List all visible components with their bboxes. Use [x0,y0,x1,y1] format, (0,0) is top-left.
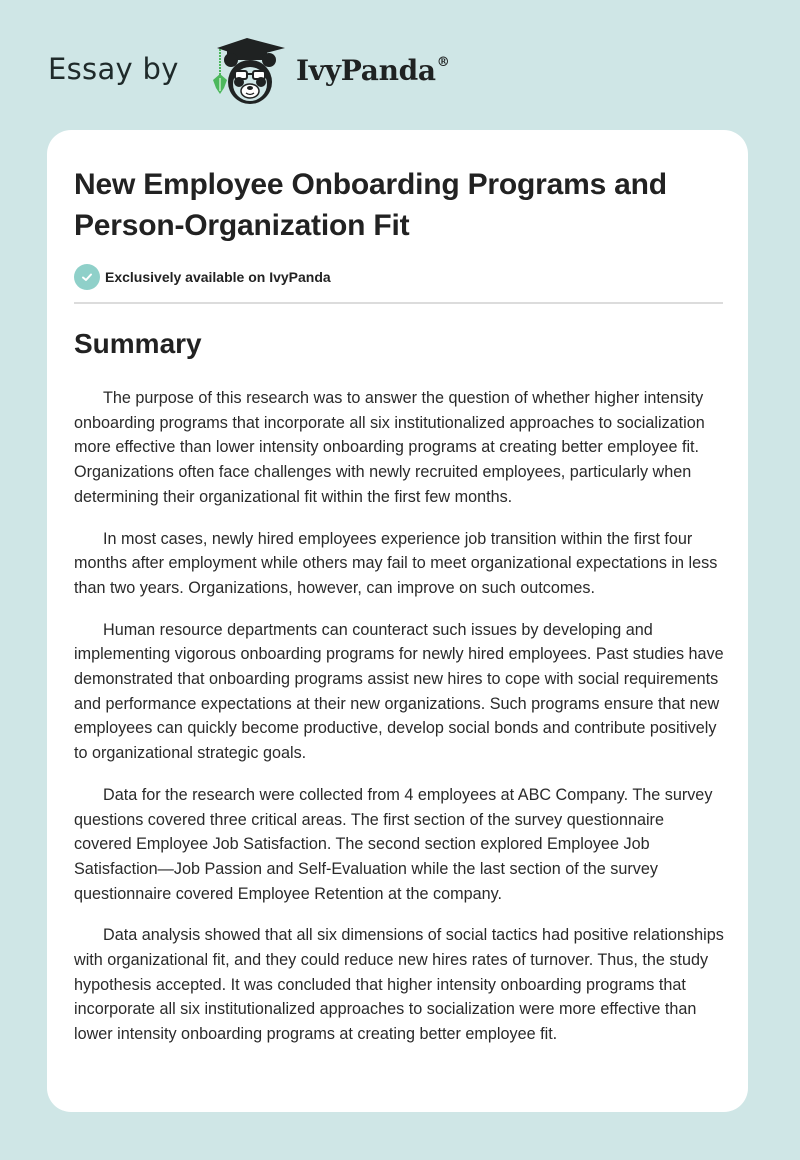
essay-card [47,130,748,1112]
panda-graduate-icon[interactable] [203,36,291,108]
badge-label: Exclusively available on IvyPanda [105,269,331,285]
page-title: New Employee Onboarding Programs and Person-Organization Fit [74,168,667,242]
essay-by-label: Essay by [48,52,179,86]
site-header [0,0,800,130]
paragraph: Data for the research were collected from 4 employees at ABC Company. The survey questions covered three critical areas. The first section of the survey questionnaire covered Employee Job Satisfaction. The second section explored Employee Job Satisfaction—Job Passion and Self-Evaluation while the last section of the survey questionnaire covered Employee Retention at the company. [74,785,713,903]
check-circle-icon [74,264,100,290]
divider [74,302,723,304]
section-heading: Summary [74,328,202,359]
paragraph: Data analysis showed that all six dimensions of social tactics had positive relationships with organizational fit, and they could reduce new hires rates of turnover. Thus, the study hypothesis accepted. It was concluded that higher intensity onboarding programs that incorporate all six institutionalized approaches to socialization were more effective than lower intensity onboarding programs at creating better employee fit. [74,926,724,1044]
paragraph: In most cases, newly hired employees experience job transition within the first four months after employment while others may fail to meet organizational expectations in less than two years. Organizations, however, can improve on such outcomes. [74,529,718,597]
summary-body [74,386,726,1064]
exclusive-badge [74,264,331,290]
brand-logo-text[interactable]: IvyPanda® [296,54,450,87]
registered-mark: ® [436,54,450,70]
paragraph: The purpose of this research was to answer the question of whether higher intensity onboarding programs that incorporate all six institutionalized approaches to socialization more effective than lower intensity onboarding programs at creating better employee fit. Organizations often face challenges with newly recruited employees, particularly when determining their organizational fit within the first few months. [74,389,705,506]
paragraph: Human resource departments can counteract such issues by developing and implementing vigorous onboarding programs for newly hired employees. Past studies have demonstrated that onboarding programs assist new hires to cope with social requirements and performance expectations at their new organizations. Such programs ensure that new employees can quickly become productive, develop social bonds and contribute positively to organizational strategic goals. [74,620,724,763]
